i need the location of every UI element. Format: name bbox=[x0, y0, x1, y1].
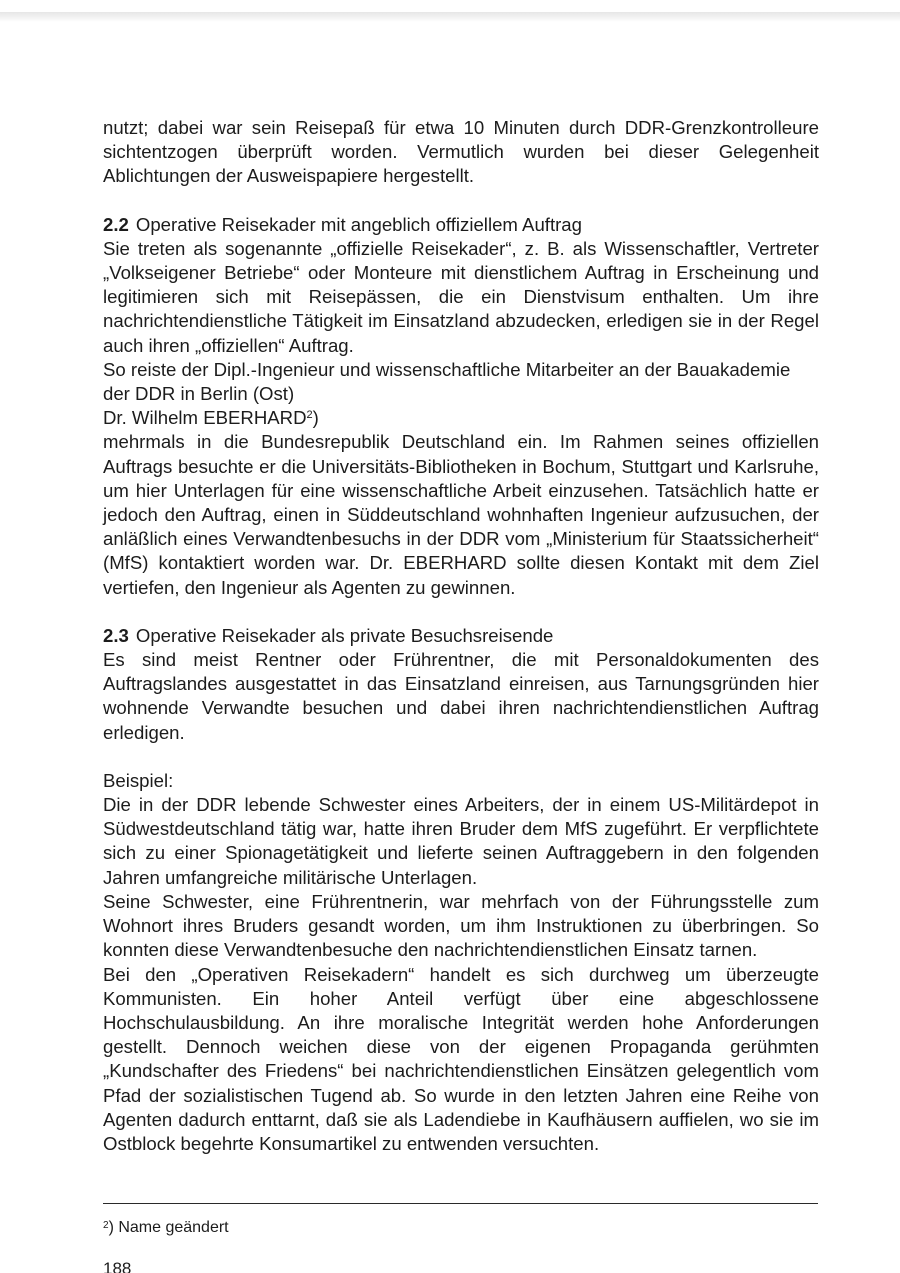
footnote-text: Name geändert bbox=[113, 1219, 229, 1236]
example-paragraph-1: Die in der DDR lebende Schwester eines Arbeiters, der in einem US-Militärdepot in Südwestdeutschland tätig war, hatte ihren Bruder dem MfS zugeführt. Er verpflichtete sich zu einer Spionagetätigkeit und lieferte seinen Auftraggebern in den folgenden Jahren umfangreiche militärische Unterlagen. bbox=[103, 794, 819, 888]
example-paragraph-2: Seine Schwester, eine Frührentnerin, war mehrfach von der Führungsstelle zum Wohnort ihres Bruders gesandt worden, um ihm Instruktionen zu überbringen. So konnten diese Verwandtenbesuche den nachrichtendienstlichen Einsatz tarnen. bbox=[103, 890, 819, 961]
section-title: Operative Reisekader mit angeblich offiziellem Auftrag bbox=[135, 213, 582, 235]
person-name bbox=[103, 406, 819, 430]
section-number: 2.3 bbox=[103, 624, 129, 646]
footnote-mark: 2 bbox=[103, 1220, 109, 1231]
section-number: 2.2 bbox=[103, 213, 129, 235]
example-label: Beispiel: bbox=[103, 769, 174, 791]
footnote-reference-close: ) bbox=[312, 407, 319, 429]
footnote-mark-close: ) bbox=[108, 1219, 114, 1236]
scan-top-edge bbox=[0, 12, 900, 22]
section-title: Operative Reisekader als private Besuchsreisende bbox=[135, 624, 554, 646]
section-2-2-paragraph-1: Sie treten als sogenannte „offizielle Reisekader“, z. B. als Wissenschaftler, Vertreter „Volkseigener Betriebe“ oder Monteure mit dienstlichem Auftrag in Erscheinung und legitimieren sich mit Reisepässen, die ein Dienstvisum enthalten. Um ihre nachrichtendienstliche Tätigkeit im Einsatzland abzudecken, erledigen sie in der Regel auch ihren „offiziellen“ Auftrag. bbox=[103, 237, 819, 356]
document-body bbox=[103, 116, 819, 1156]
example-paragraph-3: Bei den „Operativen Reisekadern“ handelt es sich durchweg um überzeugte Kommunisten. Ein hoher Anteil verfügt über eine abgeschlossene Hochschulausbildung. An ihre moralische Integrität werden hohe Anforderungen gestellt. Dennoch weichen diese von der eigenen Propaganda gerühmten „Kundschafter des Friedens“ bei nachrichtendienstlichen Einsätzen gelegentlich vom Pfad der sozialistischen Tugend ab. So wurde in den letzten Jahren eine Reihe von Agenten dadurch enttarnt, daß sie als Ladendiebe in Kaufhäusern auffielen, wo sie im Ostblock begehrte Konsumartikel zu entwenden versuchten. bbox=[103, 963, 819, 1154]
footnote-divider bbox=[103, 1203, 818, 1204]
footnote bbox=[103, 1218, 229, 1238]
intro-paragraph: nutzt; dabei war sein Reisepaß für etwa 10 Minuten durch DDR-Grenzkontrolleure sichtentzogen überprüft worden. Vermutlich wurden bei dieser Gelegenheit Ablichtungen der Ausweispapiere hergestellt. bbox=[103, 117, 819, 187]
person-name-text: Dr. Wilhelm EBERHARD bbox=[103, 407, 307, 429]
section-2-3-paragraph-1: Es sind meist Rentner oder Frührentner, die mit Personaldokumenten des Auftragslandes ausgestattet in das Einsatzland einreisen, aus Tarnungsgründen hier wohnende Verwandte besuchen und dabei ihren nachrichtendienstlichen Auftrag erledigen. bbox=[103, 649, 819, 743]
page-number: 188 bbox=[103, 1259, 132, 1273]
section-2-3-heading bbox=[103, 624, 819, 648]
section-2-2-paragraph-2: So reiste der Dipl.-Ingenieur und wissenschaftliche Mitarbeiter an der Bauakademie der DDR in Berlin (Ost) bbox=[103, 358, 791, 405]
section-2-2-paragraph-3: mehrmals in die Bundesrepublik Deutschland ein. Im Rahmen seines offiziellen Auftrags besuchte er die Universitäts-Bibliotheken in Bochum, Stuttgart und Karlsruhe, um hier Unterlagen für eine wissenschaftliche Arbeit einzusehen. Tatsächlich hatte er jedoch den Auftrag, einen in Süddeutschland wohnhaften Ingenieur aufzusuchen, der anläßlich eines Verwandtenbesuchs in der DDR vom „Ministerium für Staatssicherheit“ (MfS) kontaktiert worden war. Dr. EBERHARD sollte diesen Kontakt mit dem Ziel vertiefen, den Ingenieur als Agenten zu gewinnen. bbox=[103, 431, 819, 598]
footnote-reference: 2 bbox=[306, 409, 313, 422]
section-2-2-heading bbox=[103, 213, 819, 237]
